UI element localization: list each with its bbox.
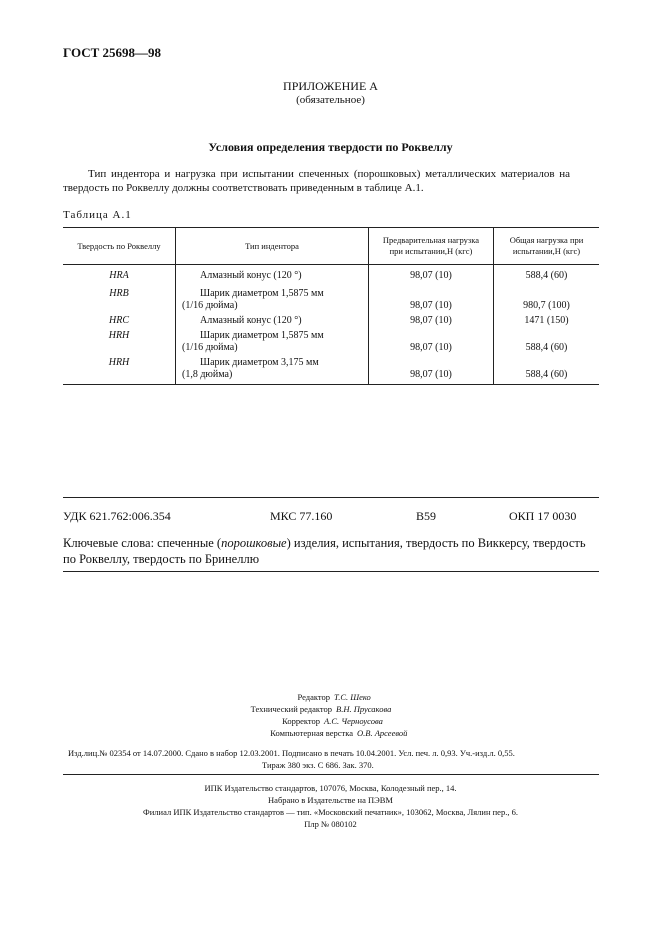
cell-indenter	[176, 327, 369, 354]
imprint-line4: Плр № 080102	[304, 819, 357, 829]
cell-hardness: HRC	[109, 314, 129, 326]
credit-role: Редактор	[297, 692, 330, 702]
cell-hardness: HRH	[108, 329, 130, 341]
cell-total: 1471 (150)	[494, 312, 600, 327]
cell-hardness: HRB	[109, 287, 129, 299]
cell-indenter-line1: Алмазный конус (120 °)	[200, 270, 302, 281]
credit-name: В.Н. Прусакова	[336, 704, 392, 714]
keywords-suffix: ) изделия, испытания, твердость по Виккерсу, твердость	[286, 536, 586, 550]
cell-hardness: HRA	[109, 270, 129, 281]
keywords-line1	[63, 536, 586, 551]
cell-indenter-line2: (1/16 дюйма)	[182, 341, 238, 353]
cell-preload: 98,07 (10)	[369, 312, 494, 327]
table-caption: Таблица А.1	[63, 209, 132, 221]
body-text-line1: Тип индентора и нагрузка при испытании спеченных (порошковых) металлических материалов на	[88, 168, 571, 180]
imprint-line2: Набрано в Издательстве на ПЭВМ	[268, 795, 393, 805]
section-heading: Условия определения твердости по Роквеллу	[208, 140, 453, 154]
credit-name: Т.С. Шеко	[334, 692, 371, 702]
udk-code: УДК 621.762:006.354	[63, 509, 171, 523]
divider-top	[63, 497, 599, 498]
credit-name: О.В. Арсеевой	[357, 728, 408, 738]
imprint-line1: ИПК Издательство стандартов, 107076, Москва, Колодезный пер., 14.	[204, 783, 457, 793]
header-hardness: Твердость по Роквеллу	[63, 228, 176, 265]
credit-role: Компьютерная верстка	[270, 728, 353, 738]
appendix-status: (обязательное)	[296, 94, 365, 106]
table-row	[63, 265, 599, 285]
header-preload-line1: Предварительная нагрузка	[382, 235, 480, 245]
keywords-prefix: Ключевые слова: спеченные (	[63, 536, 222, 550]
cell-preload: 98,07 (10)	[369, 327, 494, 354]
divider-keywords	[63, 571, 599, 572]
cell-indenter-line1: Алмазный конус (120 °)	[200, 314, 302, 326]
cell-indenter-line1: Шарик диаметром 1,5875 мм	[200, 329, 324, 341]
cell-indenter-line2: (1/16 дюйма)	[182, 299, 238, 311]
cell-total: 588,4 (60)	[494, 354, 600, 385]
header-total-line1: Общая нагрузка при	[509, 235, 584, 245]
header-preload	[369, 228, 494, 265]
table-header-row	[63, 228, 599, 265]
header-preload-line2: при испытании,Н (кгс)	[389, 246, 473, 256]
credit-role: Корректор	[282, 716, 320, 726]
class-code: В59	[416, 509, 437, 523]
cell-preload: 98,07 (10)	[369, 265, 494, 285]
cell-indenter	[176, 265, 369, 285]
mks-code: МКС 77.160	[270, 509, 333, 523]
cell-indenter-line1: Шарик диаметром 3,175 мм	[200, 356, 319, 368]
header-indenter: Тип индентора	[176, 228, 369, 265]
cell-indenter-line1: Шарик диаметром 1,5875 мм	[200, 287, 324, 299]
divider-imprint	[63, 774, 599, 775]
publication-license: Изд.лиц.№ 02354 от 14.07.2000. Сдано в набор 12.03.2001. Подписано в печать 10.04.2001. Усл. печ. л. 0,93. Уч.-изд.л. 0,55.	[68, 748, 515, 758]
cell-preload: 98,07 (10)	[369, 285, 494, 312]
keywords-italic: порошковые	[221, 536, 287, 550]
header-total	[494, 228, 600, 265]
imprint-line3: Филиал ИПК Издательство стандартов — тип. «Московский печатник», 103062, Москва, Лялин пер., 6.	[143, 807, 518, 817]
credit-role: Технический редактор	[250, 704, 332, 714]
table-row	[63, 327, 599, 354]
header-total-line2: испытании,Н (кгс)	[512, 246, 581, 256]
table-row	[63, 285, 599, 312]
keywords-line2: по Роквеллу, твердость по Бринеллю	[63, 552, 260, 566]
standard-number: ГОСТ 25698—98	[63, 45, 162, 60]
okp-code: ОКП 17 0030	[509, 509, 577, 523]
hardness-table	[63, 227, 599, 385]
cell-total: 980,7 (100)	[494, 285, 600, 312]
cell-indenter-line2: (1,8 дюйма)	[182, 368, 233, 380]
body-text-line2: твердость по Роквеллу должны соответствовать приведенным в таблице А.1.	[63, 182, 424, 194]
cell-total: 588,4 (60)	[494, 265, 600, 285]
table-row	[63, 354, 599, 385]
publication-run: Тираж 380 экз. С 686. Зак. 370.	[262, 760, 374, 770]
cell-hardness: HRH	[108, 356, 130, 368]
cell-indenter	[176, 285, 369, 312]
table-row	[63, 312, 599, 327]
cell-total: 588,4 (60)	[494, 327, 600, 354]
credit-name: А.С. Черноусова	[324, 716, 383, 726]
appendix-title: ПРИЛОЖЕНИЕ А	[283, 79, 378, 93]
cell-indenter	[176, 312, 369, 327]
cell-preload: 98,07 (10)	[369, 354, 494, 385]
cell-indenter	[176, 354, 369, 385]
